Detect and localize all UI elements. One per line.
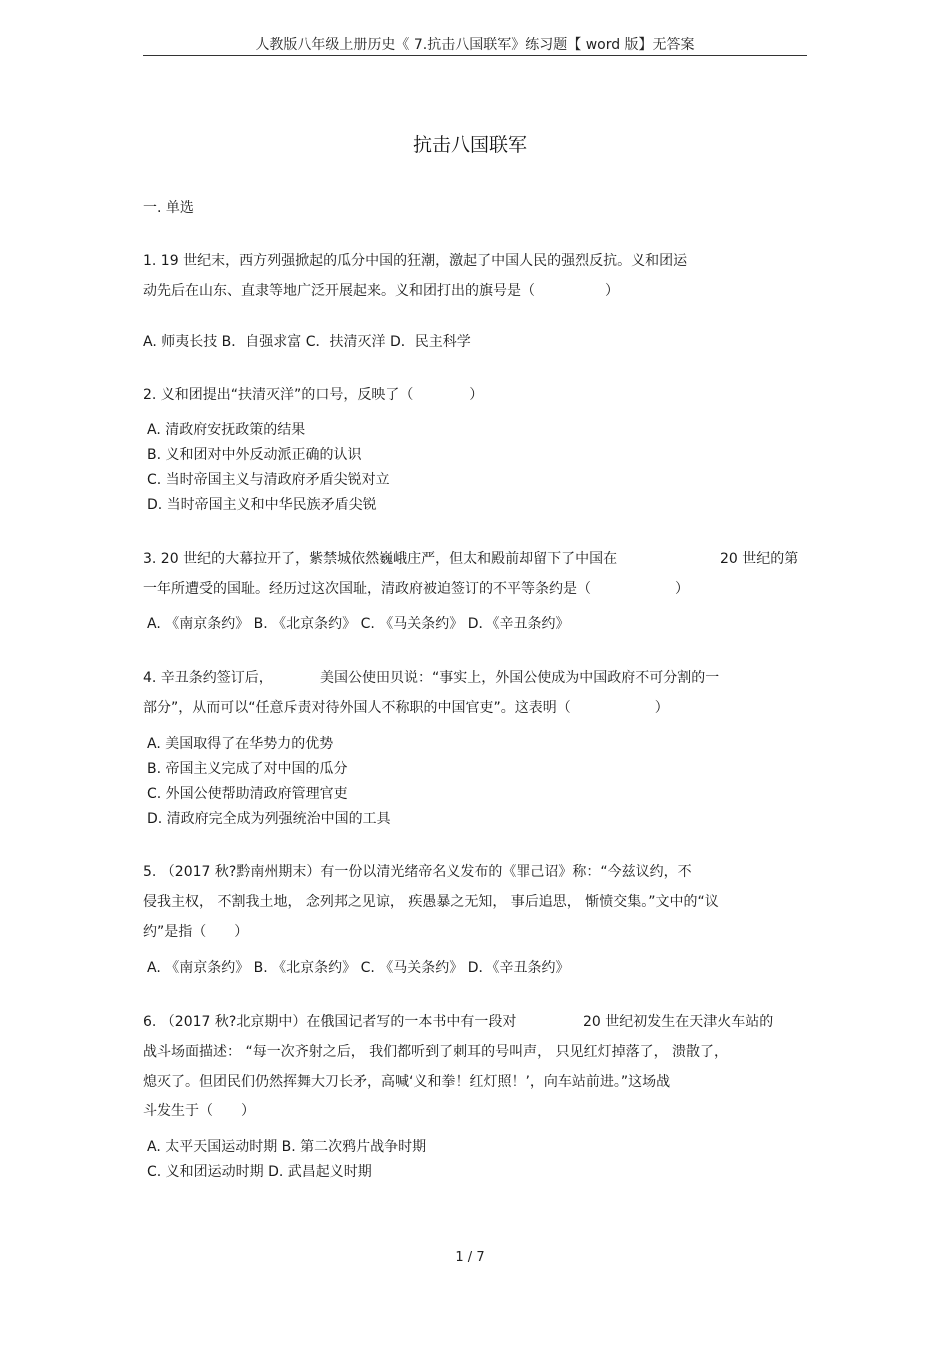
q4-option-c: C. 外国公使帮助清政府管理官吏: [147, 786, 348, 802]
q4-option-a: A. 美国取得了在华势力的优势: [147, 736, 334, 752]
q4-option-b: B. 帝国主义完成了对中国的瓜分: [147, 761, 348, 777]
q6-line1b: 20 世纪初发生在天津火车站的: [583, 1014, 774, 1030]
q2-option-b: B. 义和团对中外反动派正确的认识: [147, 447, 362, 463]
q6-line2: 战斗场面描述： “每一次齐射之后， 我们都听到了刺耳的号叫声， 只见红灯掉落了， 溃散了，: [143, 1044, 729, 1060]
q6-options-ab: A. 太平天国运动时期 B. 第二次鸦片战争时期: [147, 1139, 427, 1155]
running-header: 人教版八年级上册历史《 7.抗击八国联军》练习题【 word 版】无答案: [255, 37, 695, 53]
q3-line2: 一年所遭受的国耻。经历过这次国耻，清政府被迫签订的不平等条约是（ ）: [143, 581, 689, 597]
section-heading: 一. 单选: [143, 200, 194, 216]
q4-line2: 部分”，从而可以“任意斥责对待外国人不称职的中国官吏”。这表明（ ）: [143, 700, 669, 716]
q6-line4: 斗发生于（ ）: [143, 1103, 255, 1119]
q5-line1: 5. （2017 秋?黔南州期末）有一份以清光绪帝名义发布的《罪己诏》称：“今兹议约，不: [143, 864, 692, 880]
page-number: 1 / 7: [455, 1250, 485, 1265]
q5-options: A. 《南京条约》 B. 《北京条约》 C. 《马关条约》 D．《辛丑条约》: [147, 960, 570, 976]
q3-line1b: 20 世纪的第: [720, 551, 799, 567]
page-title: 抗击八国联军: [412, 134, 527, 156]
q1-line1: 1. 19 世纪末，西方列强掀起的瓜分中国的狂潮，激起了中国人民的强烈反抗。义和团运: [143, 253, 688, 269]
q6-line3: 熄灭了。但团民们仍然挥舞大刀长矛，高喊‘义和拳！红灯照！’，向车站前进。”这场战: [143, 1074, 671, 1090]
q4-line1b: 美国公使田贝说：“事实上，外国公使成为中国政府不可分割的一: [320, 670, 720, 686]
q2-option-d: D. 当时帝国主义和中华民族矛盾尖锐: [147, 497, 377, 513]
q3-line1a: 3. 20 世纪的大幕拉开了，紫禁城依然巍峨庄严，但太和殿前却留下了中国在: [143, 551, 618, 567]
q2-option-a: A. 清政府安抚政策的结果: [147, 422, 306, 438]
q4-line1a: 4. 辛丑条约签订后，: [143, 670, 273, 686]
q3-options: A. 《南京条约》 B. 《北京条约》 C. 《马关条约》 D．《辛丑条约》: [147, 616, 570, 632]
q4-option-d: D. 清政府完全成为列强统治中国的工具: [147, 811, 391, 827]
header-rule: [143, 55, 807, 56]
q6-options-cd: C. 义和团运动时期 D. 武昌起义时期: [147, 1164, 372, 1180]
q6-line1a: 6. （2017 秋?北京期中）在俄国记者写的一本书中有一段对: [143, 1014, 517, 1030]
q5-line2: 侵我主权， 不割我土地， 念列邦之见谅， 疾愚暴之无知， 事后追思， 惭愤交集。”文中的“议: [143, 894, 719, 910]
q1-options: A. 师夷长技 B．自强求富 C．扶清灭洋 D．民主科学: [143, 334, 471, 350]
q1-line2: 动先后在山东、直隶等地广泛开展起来。义和团打出的旗号是（ ）: [143, 283, 619, 299]
q5-line3: 约”是指（ ）: [143, 924, 249, 940]
q2-option-c: C. 当时帝国主义与清政府矛盾尖锐对立: [147, 472, 390, 488]
q2-line1: 2. 义和团提出“扶清灭洋”的口号，反映了（ ）: [143, 387, 484, 403]
